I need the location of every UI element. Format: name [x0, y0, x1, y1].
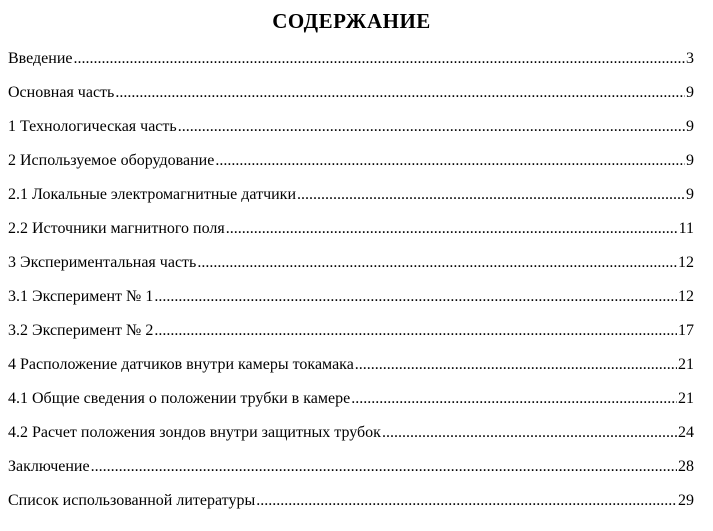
- toc-entry-page-number: 17: [678, 322, 694, 339]
- toc-entry-page-number: 3: [686, 50, 694, 67]
- toc-entry-label: 3 Экспериментальная часть: [8, 254, 197, 271]
- toc-leader-dots: [197, 250, 677, 276]
- toc-list: [8, 46, 694, 522]
- toc-entry-page-number: 9: [686, 84, 694, 101]
- toc-entry[interactable]: [8, 148, 694, 182]
- toc-entry[interactable]: [8, 216, 694, 250]
- toc-entry-label: 2.1 Локальные электромагнитные датчики: [8, 186, 297, 203]
- toc-entry-page-number: 28: [678, 458, 694, 475]
- toc-entry[interactable]: [8, 182, 694, 216]
- toc-entry-page-number: 29: [678, 492, 694, 509]
- toc-entry[interactable]: [8, 318, 694, 352]
- toc-entry[interactable]: [8, 80, 694, 114]
- toc-entry-label: 1 Технологическая часть: [8, 118, 177, 135]
- toc-entry-label: 4.1 Общие сведения о положении трубки в камере: [8, 390, 351, 407]
- toc-entry[interactable]: [8, 114, 694, 148]
- toc-leader-dots: [178, 114, 685, 140]
- toc-entry-label: Основная часть: [8, 84, 115, 101]
- toc-entry-page-number: 21: [678, 390, 694, 407]
- toc-entry-page-number: 9: [686, 118, 694, 135]
- toc-entry[interactable]: [8, 488, 694, 522]
- toc-entry[interactable]: [8, 46, 694, 80]
- toc-leader-dots: [355, 352, 677, 378]
- toc-entry[interactable]: [8, 454, 694, 488]
- toc-leader-dots: [154, 284, 677, 310]
- toc-entry[interactable]: [8, 352, 694, 386]
- toc-leader-dots: [256, 488, 677, 514]
- toc-entry-page-number: 9: [686, 186, 694, 203]
- toc-entry-label: 3.1 Эксперимент № 1: [8, 288, 154, 305]
- toc-entry-label: Введение: [8, 50, 73, 67]
- toc-entry-label: Заключение: [8, 458, 90, 475]
- toc-leader-dots: [115, 80, 685, 106]
- toc-entry-page-number: 9: [686, 152, 694, 169]
- toc-entry-page-number: 21: [678, 356, 694, 373]
- toc-leader-dots: [154, 318, 677, 344]
- toc-leader-dots: [91, 454, 677, 480]
- toc-entry-label: 4.2 Расчет положения зондов внутри защитных трубок: [8, 424, 381, 441]
- toc-entry-label: Список использованной литературы: [8, 492, 256, 509]
- toc-entry[interactable]: [8, 284, 694, 318]
- toc-leader-dots: [215, 148, 685, 174]
- toc-entry-page-number: 12: [678, 254, 694, 271]
- toc-entry-label: 4 Расположение датчиков внутри камеры токамака: [8, 356, 354, 373]
- toc-leader-dots: [351, 386, 677, 412]
- toc-entry-label: 2 Используемое оборудование: [8, 152, 215, 169]
- toc-title: СОДЕРЖАНИЕ: [272, 9, 431, 33]
- toc-leader-dots: [382, 420, 677, 446]
- toc-entry-page-number: 24: [678, 424, 694, 441]
- toc-entry[interactable]: [8, 420, 694, 454]
- toc-leader-dots: [297, 182, 685, 208]
- toc-entry-label: 3.2 Эксперимент № 2: [8, 322, 154, 339]
- toc-entry[interactable]: [8, 386, 694, 420]
- toc-entry-page-number: 12: [678, 288, 694, 305]
- toc-leader-dots: [226, 216, 678, 242]
- toc-leader-dots: [74, 46, 686, 72]
- toc-entry[interactable]: [8, 250, 694, 284]
- toc-entry-label: 2.2 Источники магнитного поля: [8, 220, 225, 237]
- toc-entry-page-number: 11: [678, 220, 694, 237]
